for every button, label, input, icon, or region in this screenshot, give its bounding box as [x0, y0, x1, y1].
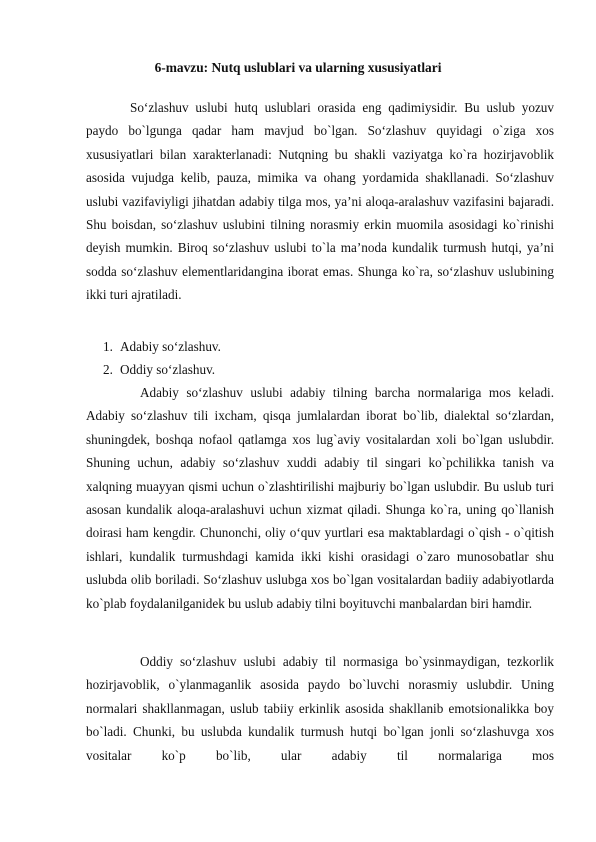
list-item: [103, 358, 221, 381]
list-item-text: Adabiy so‘zlashuv.: [120, 339, 221, 354]
list-item-text: Oddiy so‘zlashuv.: [120, 362, 216, 378]
list-item-number: 1.: [103, 339, 113, 354]
list-item: [103, 335, 221, 358]
paragraph-literary-conversation: Adabiy so‘zlashuv uslubi adabiy tilning barcha normalariga mos keladi. Adabiy so‘zlashuv tili ixcham, qisqa jumlalardan iborat bo`lib, dialektal so‘zlardan, shuningdek, boshqa nofaol qatlamga xos lug`aviy vositalardan xoli bo`lgan uslubdir. Shuning uchun, adabiy so‘zlashuv xuddi adabiy til singari ko`pchilikka tanish va xalqning muayyan qismi uchun o`zlashtirilishi majburiy bo`lgan uslubdir. Bu uslub turi asosan kundalik aloqa-aralashuvi uchun xizmat qiladi. Shunga ko`ra, uning qo`llanish doirasi ham kengdir. Chunonchi, oliy o‘quv yurtlari esa maktablardagi o`qish - o`qitish ishlari, kundalik turmushdagi kamida ikki kishi orasidagi o`zaro munosobatlar shu uslubda olib boriladi. So‘zlashuv uslubga xos bo`lgan vositalardan badiiy adabiyotlarda ko`plab foydalanilganidek bu uslub adabiy tilni boyituvchi manbalardan biri hamdir.: [86, 385, 554, 611]
style-types-list: [103, 335, 221, 382]
document-title: 6-mavzu: Nutq uslublari va ularning xususiyatlari: [154, 60, 442, 75]
paragraph-simple-conversation: Oddiy so‘zlashuv uslubi adabiy til normasiga bo`ysinmaydigan, tezkorlik hozirjavoblik, o`ylanmaganlik asosida paydo bo`luvchi norasmiy uslubdir. Uning normalari shakllanmagan, uslub tabiiy erkinlik asosida shakllanib emotsionalikka boy bo`ladi. Chunki, bu uslubda kundalik turmush hutqi bo`lgan jonli so‘zlashuvga xos vositalar ko`p bo`lib, ular adabiy til normalariga mos: [86, 654, 554, 763]
list-item-number: 2.: [103, 362, 113, 378]
paragraph-intro: So‘zlashuv uslubi hutq uslublari orasida eng qadimiysidir. Bu uslub yozuv paydo bo`lgunga qadar ham mavjud bo`lgan. So‘zlashuv quyidagi o`ziga xos xususiyatlari bilan xarakterlanadi: Nutqning bu shakli vaziyatga ko`ra hozirjavoblik asosida vujudga kelib, pauza, mimika va ohang yordamida shakllanadi. So‘zlashuv uslubi vazifaviyligi jihatdan adabiy tilga mos, ya’ni aloqa-aralashuv vazifasini bajaradi. Shu boisdan, so‘zlashuv uslubini tilning norasmiy erkin muomila asosidagi ko`rinishi deyish mumkin. Biroq so‘zlashuv uslubi to`la ma’noda kundalik turmush hutqi, ya’ni sodda so‘zlashuv elementlaridangina iborat emas. Shunga ko`ra, so‘zlashuv uslubining ikki turi ajratiladi.: [86, 100, 554, 303]
